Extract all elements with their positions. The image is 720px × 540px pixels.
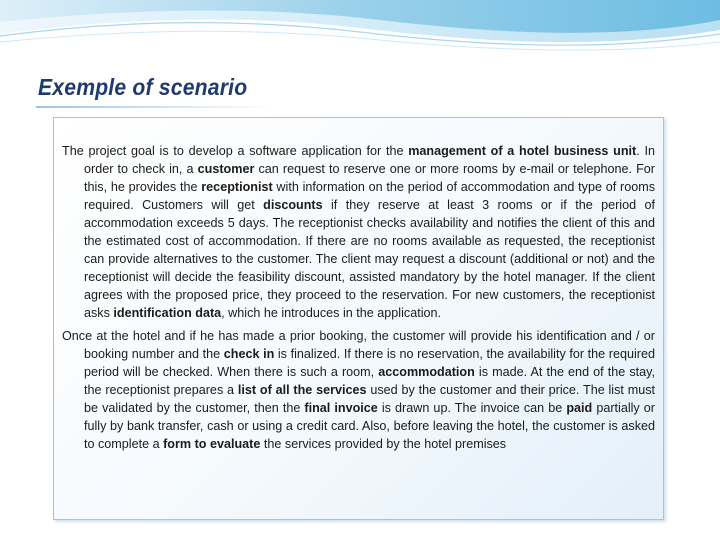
scenario-paragraph-2 — [62, 327, 655, 453]
text-run: the services provided by the hotel premises — [260, 437, 507, 451]
bold-term: form to evaluate — [163, 437, 261, 451]
bold-term: identification data — [113, 306, 222, 320]
text-run: Once at the hotel and if he has made a prior booking, the customer will provide his identification and / or booking number and the — [62, 329, 655, 361]
bold-term: accommodation — [378, 365, 475, 379]
bold-term: management of a hotel business unit — [408, 144, 637, 158]
bold-term: discounts — [263, 198, 323, 212]
header-wave-decoration — [0, 0, 720, 60]
text-run: . In order to check in, a — [84, 144, 655, 176]
text-run: is drawn up. The invoice can be — [377, 401, 567, 415]
bold-term: final invoice — [304, 401, 378, 415]
text-run: with information on the period of accommodation and type of rooms required. Customers will get — [84, 180, 655, 212]
text-run: if they reserve at least 3 rooms or if the period of accommodation exceeds 5 days. The receptionist checks availability and notifies the client of this and the estimated cost of accommodation. If there are no rooms available as requested, the receptionist can provide alternatives to the customer. The client may request a discount (additional or not) and the receptionist will decide the feasibility discount, assisted mandatory by the hotel manager. If the client agrees with the proposed price, they proceed to the reservation. For new customers, the receptionist asks — [84, 198, 655, 320]
text-run: , which he introduces in the application. — [221, 306, 441, 320]
text-run: can request to reserve one or more rooms by e-mail or telephone. For this, he provides the — [84, 162, 655, 194]
scenario-text-box — [53, 117, 664, 520]
bold-term: check in — [223, 347, 275, 361]
text-run: partially or fully by bank transfer, cash or using a credit card. Also, before leaving the hotel, the customer is asked to complete a — [84, 401, 655, 451]
title-underline — [36, 106, 276, 108]
text-run: The project goal is to develop a software application for the — [62, 144, 409, 158]
bold-term: paid — [566, 401, 593, 415]
text-run: used by the customer and their price. The list must be validated by the customer, then the — [84, 383, 656, 415]
text-run: is finalized. If there is no reservation, the availability for the required period will be checked. When there is such a room, — [84, 347, 655, 379]
scenario-paragraph-1 — [62, 142, 655, 322]
bold-term: list of all the services — [237, 383, 367, 397]
bold-term: customer — [197, 162, 255, 176]
bold-term: receptionist — [201, 180, 273, 194]
slide-title: Exemple of scenario — [38, 74, 248, 100]
text-run: is made. At the end of the stay, the receptionist prepares a — [84, 365, 655, 397]
